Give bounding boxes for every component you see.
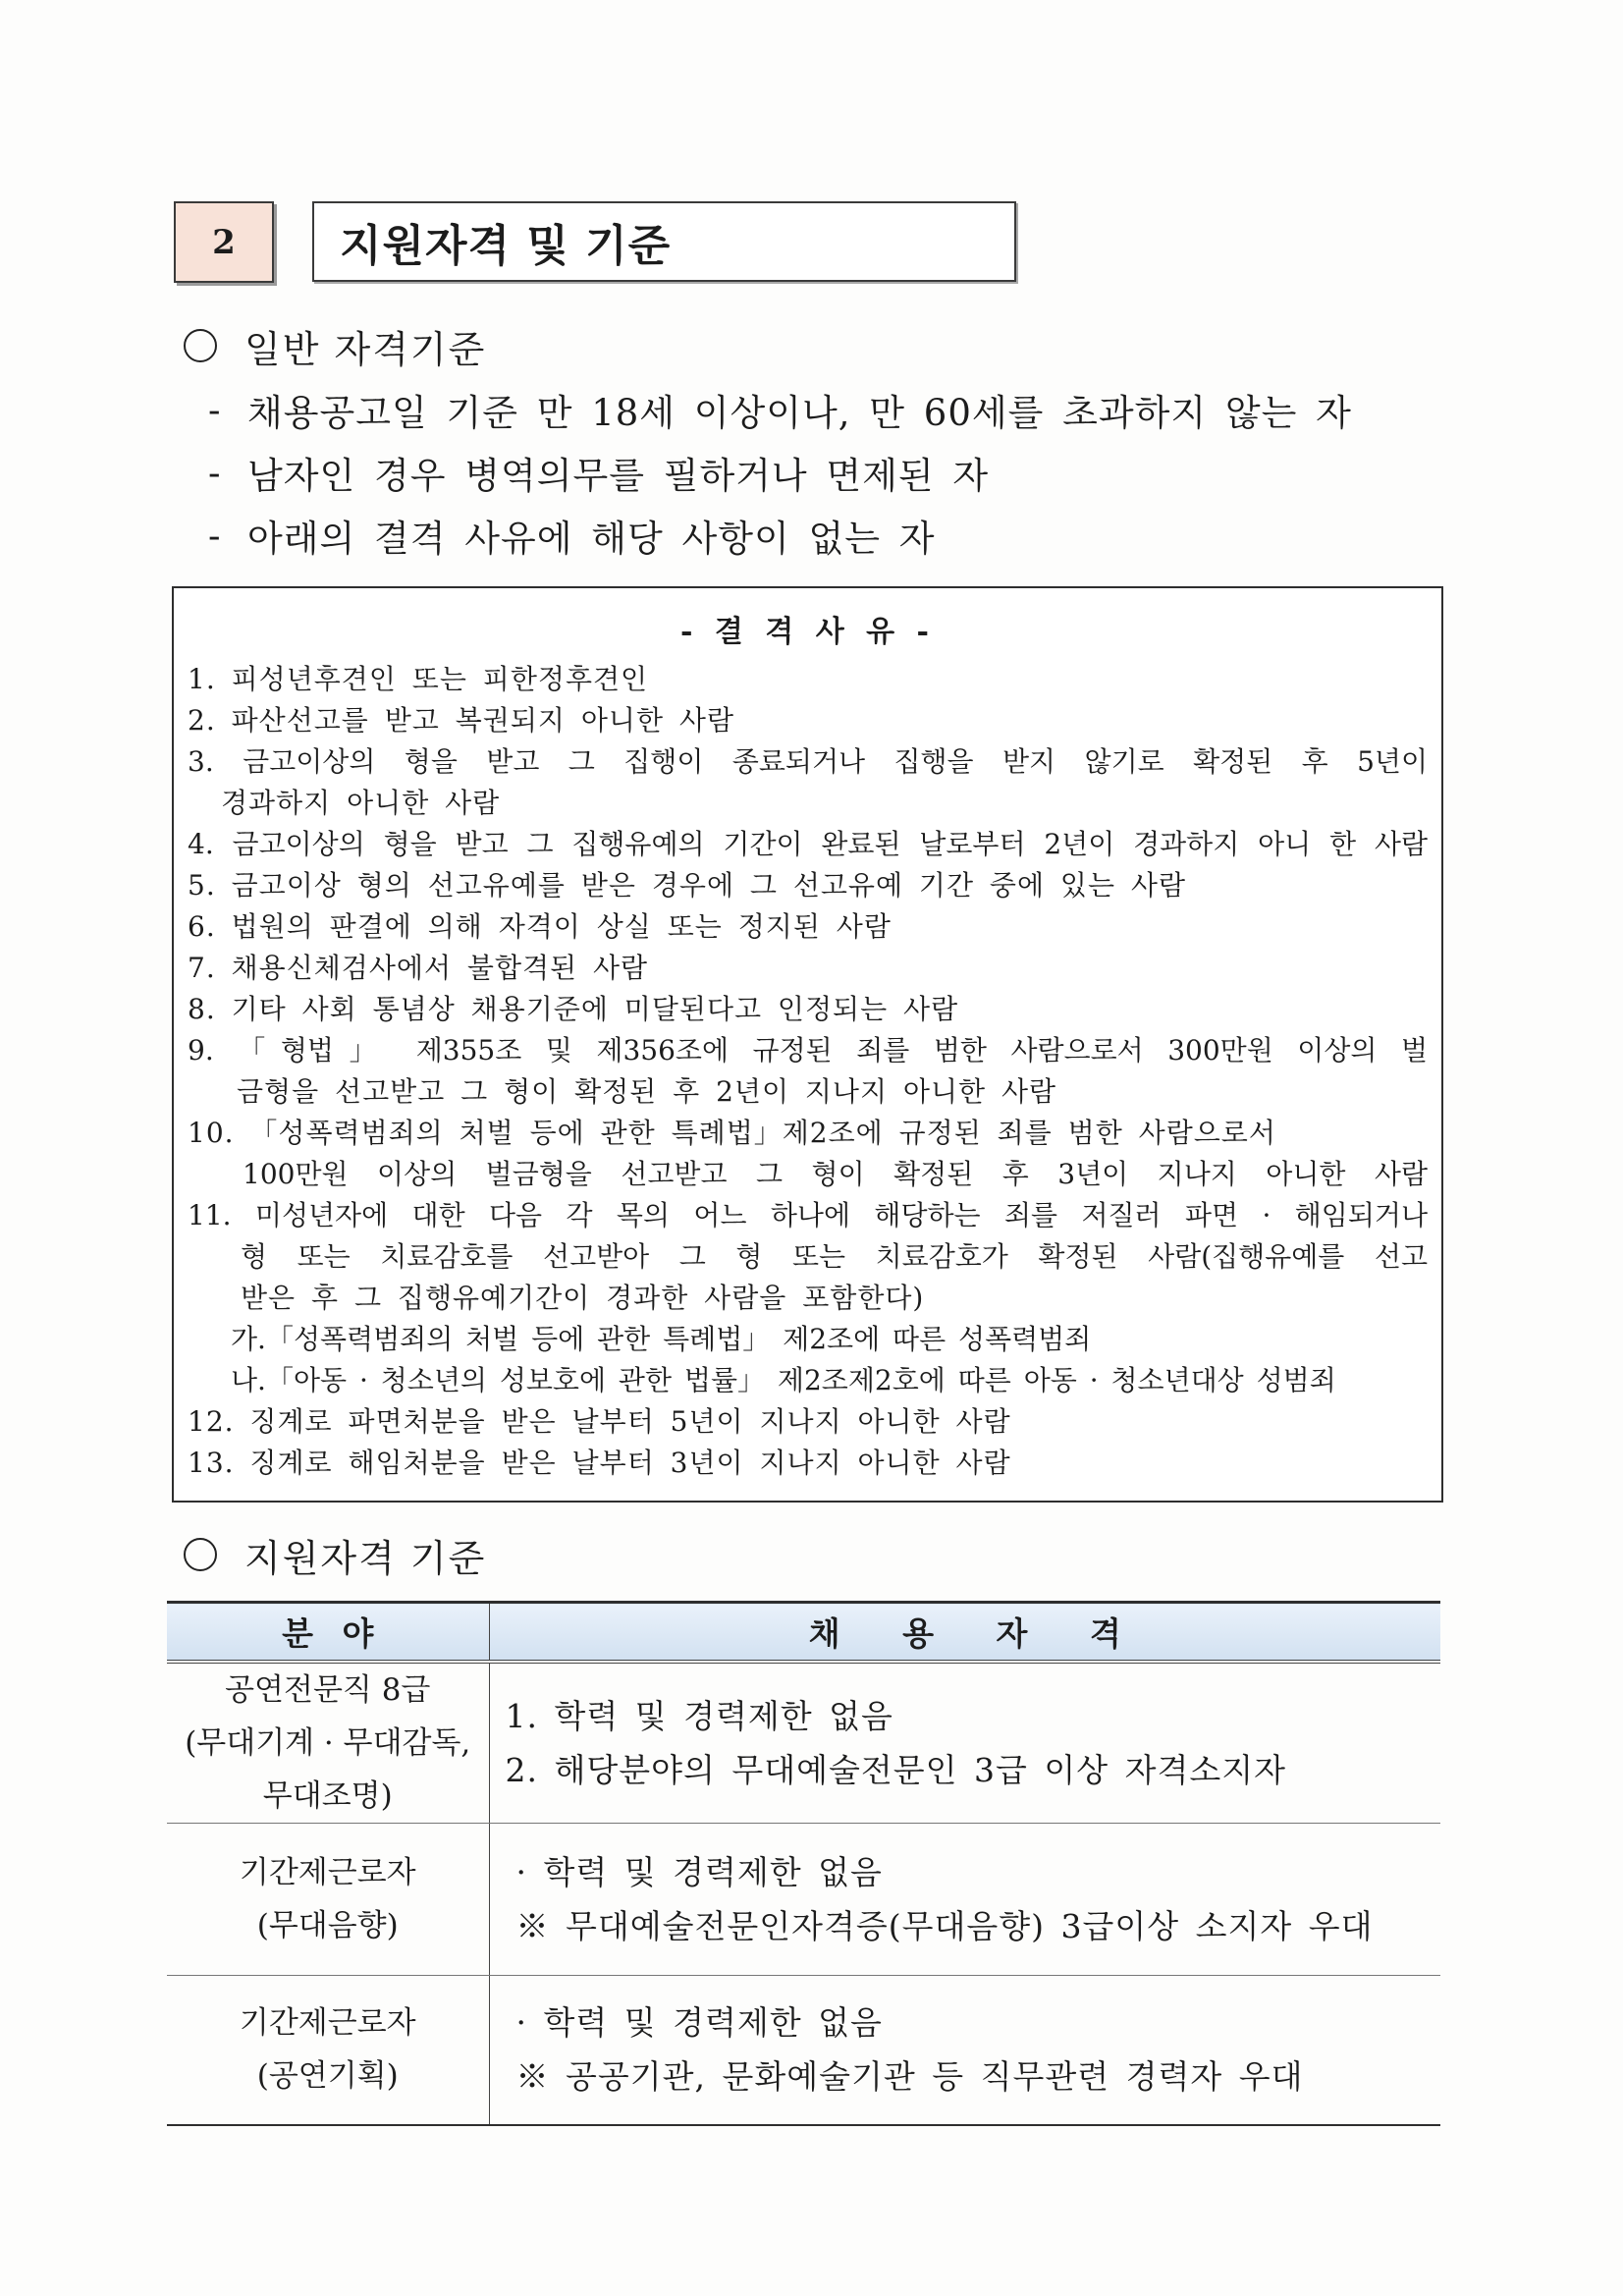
requirement-line: · 학력 및 경력제한 없음: [515, 2003, 883, 2043]
table-row: [167, 1824, 1440, 1976]
general-criteria-list: [208, 378, 1485, 567]
general-criteria-text: 채용공고일 기준 만 18세 이상이나, 만 60세를 초과하지 않는 자: [247, 392, 1352, 434]
disqualification-line: 4. 금고이상의 형을 받고 그 집행유예의 기간이 완료된 날로부터 2년이 경과하지 아니 한 사람: [188, 828, 1428, 860]
requirement-line: 1. 학력 및 경력제한 없음: [505, 1697, 893, 1735]
disqualification-line: 3. 금고이상의 형을 받고 그 집행이 종료되거나 집행을 받지 않기로 확정된 후 5년이: [188, 745, 1428, 778]
requirement-line: ※ 무대예술전문인자격증(무대음향) 3급이상 소지자 우대: [515, 1907, 1374, 1945]
disqualification-sub-item: 가.「성폭력범죄의 처벌 등에 관한 특례법」 제2조에 따른 성폭력범죄: [231, 1323, 1092, 1355]
requirement-cell: [489, 1662, 1440, 1824]
general-criteria-item: [208, 378, 1485, 441]
disqualification-item-10: [188, 1113, 1428, 1195]
requirement-line: 2. 해당분야의 무대예술전문인 3급 이상 자격소지자: [505, 1751, 1286, 1789]
table-row: [167, 1662, 1440, 1824]
disqualification-line: 11. 미성년자에 대한 다음 각 목의 어느 하나에 해당하는 죄를 저질러 파면 · 해임되거나: [188, 1199, 1428, 1231]
requirement-cell: [489, 1976, 1440, 2125]
disqualification-item-7: [188, 948, 1428, 989]
disqualification-line: 12. 징계로 파면처분을 받은 날부터 5년이 지나지 아니한 사람: [188, 1405, 1011, 1438]
field-line: (공연기획): [256, 2058, 399, 2095]
disqualification-sub-item: 나.「아동 · 청소년의 성보호에 관한 법률」 제2조제2호에 따른 아동 · 청소년대상 성범죄: [231, 1364, 1336, 1396]
disqualification-line: 6. 법원의 판결에 의해 자격이 상실 또는 정지된 사람: [188, 910, 892, 943]
column-header-requirement: 채 용 자 격: [489, 1603, 1440, 1663]
disqualification-item-4: [188, 824, 1428, 865]
disqualification-line: 7. 채용신체검사에서 불합격된 사람: [188, 952, 649, 984]
field-line: 공연전문직 8급: [225, 1672, 431, 1708]
disqualification-line: 2. 파산선고를 받고 복권되지 아니한 사람: [188, 704, 734, 737]
circle-bullet-icon: [184, 329, 217, 362]
disqualification-line: 8. 기타 사회 통념상 채용기준에 미달된다고 인정되는 사람: [188, 993, 959, 1025]
field-cell: [167, 1824, 489, 1976]
field-line: 기간제근로자: [239, 1855, 416, 1890]
disqualification-item-8: [188, 989, 1428, 1030]
qualification-heading: [184, 1530, 486, 1579]
disqualification-item-5: [188, 865, 1428, 906]
disqualification-item-13: [188, 1443, 1428, 1484]
general-criteria-heading: [184, 321, 486, 370]
disqualification-item-3: [188, 741, 1428, 824]
disqualification-item-2: [188, 700, 1428, 741]
dash-marker: -: [208, 388, 222, 431]
disqualification-line: 금형을 선고받고 그 형이 확정된 후 2년이 지나지 아니한 사람: [237, 1075, 1057, 1108]
general-criteria-text: 남자인 경우 병역의무를 필하거나 면제된 자: [247, 455, 990, 497]
field-line: 기간제근로자: [239, 2005, 416, 2042]
disqualification-item-6: [188, 906, 1428, 948]
disqualification-title: - 결 격 사 유 -: [679, 615, 936, 649]
field-cell: [167, 1976, 489, 2125]
disqualification-line: 1. 피성년후견인 또는 피한정후견인: [188, 663, 649, 695]
disqualification-box: [172, 586, 1443, 1503]
general-criteria-item: [208, 504, 1485, 567]
requirement-cell: [489, 1824, 1440, 1976]
disqualification-line: 경과하지 아니한 사람: [221, 787, 501, 819]
field-line: (무대음향): [256, 1908, 399, 1943]
table-header-row: [167, 1603, 1440, 1663]
general-criteria-heading-text: 일반 자격기준: [244, 327, 487, 371]
disqualification-line: 받은 후 그 집행유예기간이 경과한 사람을 포함한다): [241, 1282, 925, 1314]
qualification-table: [167, 1601, 1440, 2126]
dash-marker: -: [208, 451, 222, 494]
dash-marker: -: [208, 514, 222, 557]
section-number-badge: 2: [174, 201, 274, 283]
disqualification-line: 5. 금고이상 형의 선고유예를 받은 경우에 그 선고유예 기간 중에 있는 사람: [188, 869, 1187, 902]
requirement-line: · 학력 및 경력제한 없음: [515, 1853, 883, 1891]
table-row: [167, 1976, 1440, 2125]
disqualification-item-9: [188, 1030, 1428, 1113]
disqualification-line: 9. 「형법」 제355조 및 제356조에 규정된 죄를 범한 사람으로서 300만원 이상의 벌: [188, 1034, 1428, 1066]
disqualification-item-11: [188, 1195, 1428, 1401]
qualification-heading-text: 지원자격 기준: [244, 1536, 487, 1580]
disqualification-line: 10. 「성폭력범죄의 처벌 등에 관한 특례법」제2조에 규정된 죄를 범한 사람으로서: [188, 1117, 1276, 1149]
disqualification-line: 100만원 이상의 벌금형을 선고받고 그 형이 확정된 후 3년이 지나지 아니한 사람: [243, 1158, 1428, 1190]
disqualification-item-1: [188, 659, 1428, 700]
section-title: 지원자격 및 기준: [312, 201, 1016, 282]
disqualification-item-12: [188, 1401, 1428, 1443]
circle-bullet-icon: [184, 1538, 217, 1571]
general-criteria-text: 아래의 결격 사유에 해당 사항이 없는 자: [247, 518, 936, 560]
column-header-field: 분 야: [167, 1603, 489, 1663]
disqualification-line: 13. 징계로 해임처분을 받은 날부터 3년이 지나지 아니한 사람: [188, 1447, 1011, 1479]
field-cell: [167, 1662, 489, 1824]
disqualification-line: 형 또는 치료감호를 선고받아 그 형 또는 치료감호가 확정된 사람(집행유예를 선고: [241, 1240, 1428, 1273]
field-line: 무대조명): [262, 1778, 393, 1814]
field-line: (무대기계 · 무대감독,: [185, 1725, 471, 1761]
requirement-line: ※ 공공기관, 문화예술기관 등 직무관련 경력자 우대: [515, 2057, 1304, 2097]
general-criteria-item: [208, 441, 1485, 504]
